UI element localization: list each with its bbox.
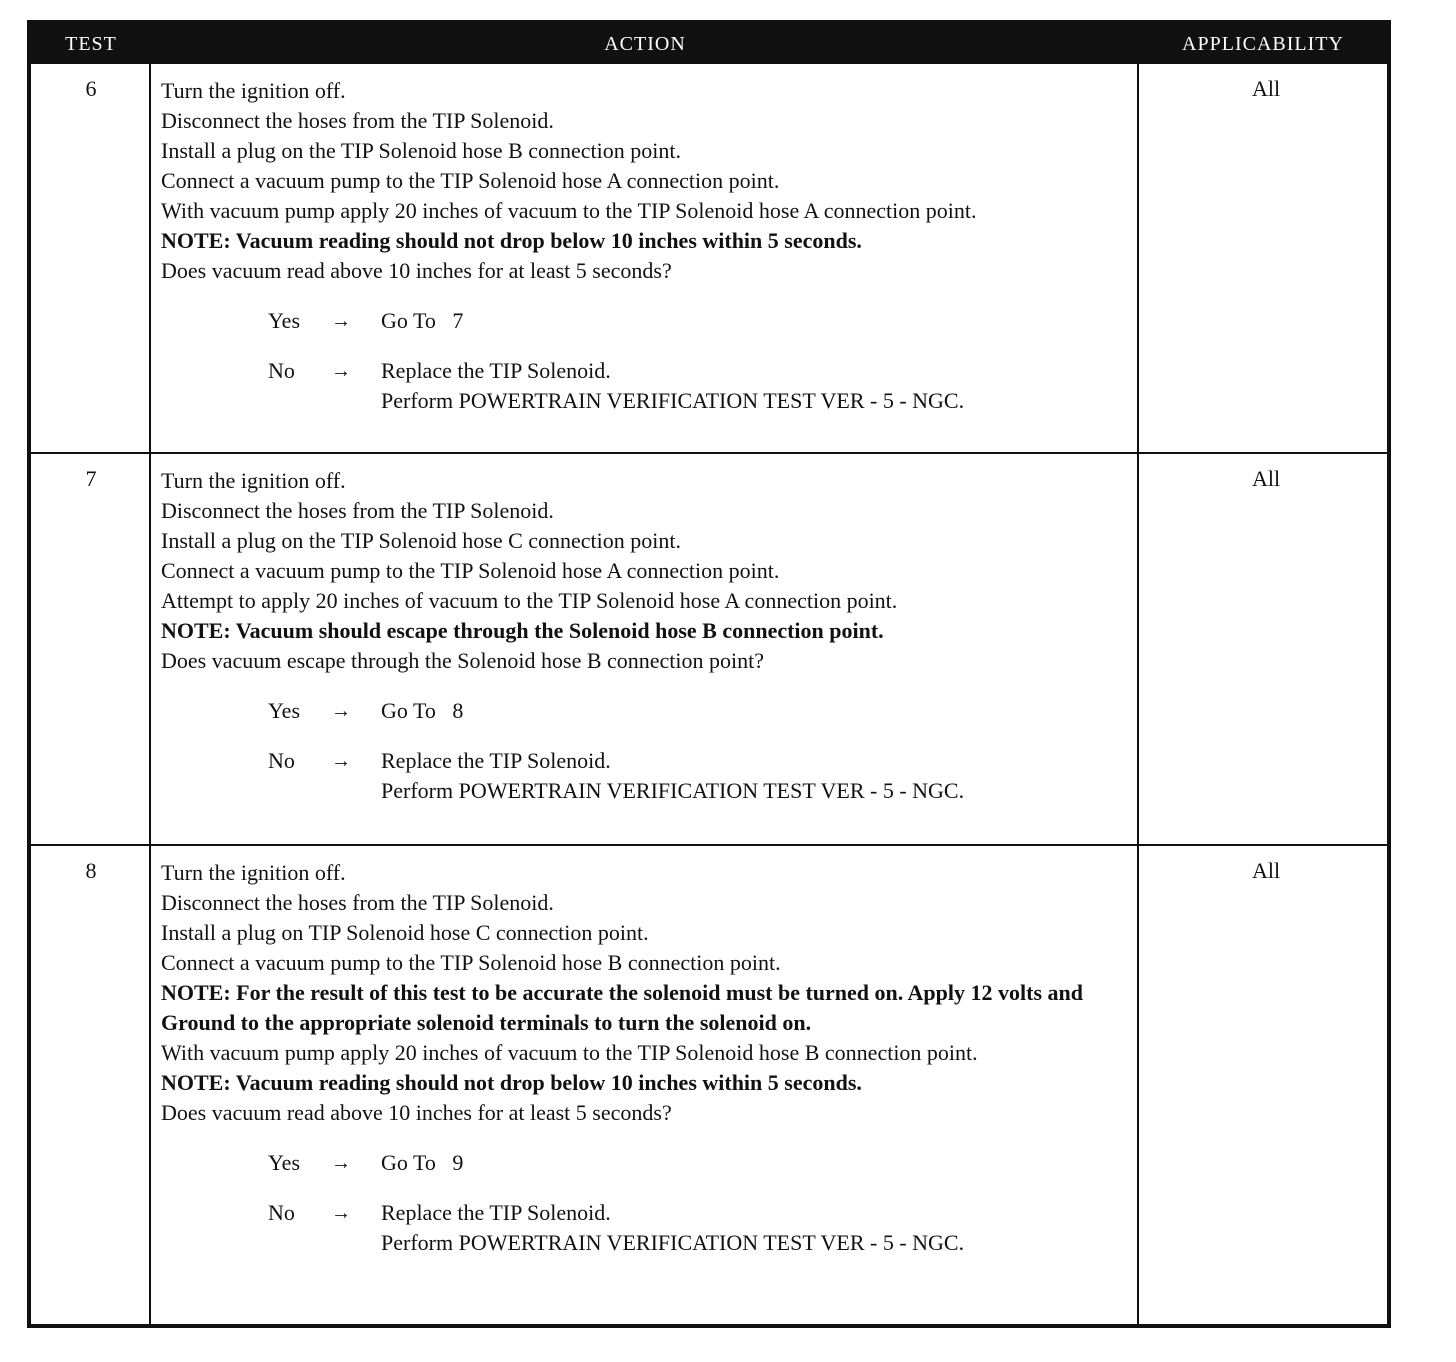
no-action-line: Perform POWERTRAIN VERIFICATION TEST VER - 5 - NGC. bbox=[381, 1230, 965, 1255]
action-step: Connect a vacuum pump to the TIP Solenoid hose B connection point. bbox=[161, 950, 781, 975]
goto-text: Go To 7 bbox=[381, 308, 464, 333]
action-step: Turn the ignition off. bbox=[161, 860, 346, 885]
table-row bbox=[31, 64, 1387, 452]
no-branch bbox=[161, 1198, 1137, 1258]
no-action bbox=[381, 1198, 964, 1258]
arrow-icon: → bbox=[331, 310, 351, 332]
yes-label: Yes bbox=[268, 698, 301, 723]
no-action bbox=[381, 746, 964, 806]
no-label: No bbox=[268, 1200, 295, 1225]
no-label: No bbox=[268, 748, 295, 773]
yes-branch bbox=[161, 696, 1137, 726]
header-test: TEST bbox=[65, 32, 117, 55]
question-text: Does vacuum read above 10 inches for at least 5 seconds? bbox=[161, 1100, 672, 1125]
action-step: Install a plug on the TIP Solenoid hose C connection point. bbox=[161, 528, 681, 553]
arrow-icon: → bbox=[331, 1152, 351, 1174]
note-text: NOTE: For the result of this test to be accurate the solenoid must be turned on. Apply 12 volts and Ground to the appropriate solenoid terminals to turn the solenoid on. bbox=[161, 980, 1083, 1035]
action-step: Turn the ignition off. bbox=[161, 468, 346, 493]
no-label: No bbox=[268, 358, 295, 383]
no-action-line: Replace the TIP Solenoid. bbox=[381, 358, 611, 383]
diagnostic-table bbox=[27, 20, 1391, 1328]
test-number: 7 bbox=[85, 466, 97, 491]
action-cell bbox=[161, 76, 1137, 416]
action-step: Attempt to apply 20 inches of vacuum to the TIP Solenoid hose A connection point. bbox=[161, 588, 898, 613]
applicability-value: All bbox=[1251, 76, 1281, 101]
action-step: Disconnect the hoses from the TIP Solenoid. bbox=[161, 108, 554, 133]
yes-branch bbox=[161, 306, 1137, 336]
arrow-icon: → bbox=[331, 1202, 351, 1224]
applicability-value: All bbox=[1251, 858, 1281, 883]
goto-text: Go To 9 bbox=[381, 1150, 464, 1175]
header-action: ACTION bbox=[604, 32, 686, 55]
table-header bbox=[31, 24, 1387, 64]
note-text: NOTE: Vacuum reading should not drop below 10 inches within 5 seconds. bbox=[161, 1070, 862, 1095]
action-step: Install a plug on the TIP Solenoid hose B connection point. bbox=[161, 138, 681, 163]
arrow-icon: → bbox=[331, 750, 351, 772]
no-branch bbox=[161, 356, 1137, 416]
action-step: Connect a vacuum pump to the TIP Solenoid hose A connection point. bbox=[161, 558, 780, 583]
arrow-icon: → bbox=[331, 700, 351, 722]
no-action-line: Replace the TIP Solenoid. bbox=[381, 748, 611, 773]
action-step: With vacuum pump apply 20 inches of vacuum to the TIP Solenoid hose A connection point. bbox=[161, 198, 977, 223]
table-row bbox=[31, 454, 1387, 844]
no-action-line: Replace the TIP Solenoid. bbox=[381, 1200, 611, 1225]
yes-label: Yes bbox=[268, 1150, 301, 1175]
action-step: Connect a vacuum pump to the TIP Solenoid hose A connection point. bbox=[161, 168, 780, 193]
question-text: Does vacuum escape through the Solenoid hose B connection point? bbox=[161, 648, 765, 673]
action-cell bbox=[161, 858, 1137, 1258]
note-text: NOTE: Vacuum reading should not drop below 10 inches within 5 seconds. bbox=[161, 228, 862, 253]
goto-text: Go To 8 bbox=[381, 698, 464, 723]
no-action bbox=[381, 356, 964, 416]
header-applicability: APPLICABILITY bbox=[1182, 32, 1344, 55]
action-step: Disconnect the hoses from the TIP Solenoid. bbox=[161, 498, 554, 523]
table-row bbox=[31, 846, 1387, 1326]
applicability-value: All bbox=[1251, 466, 1281, 491]
arrow-icon: → bbox=[331, 360, 351, 382]
test-number: 8 bbox=[85, 858, 97, 883]
test-number: 6 bbox=[85, 76, 97, 101]
action-step: With vacuum pump apply 20 inches of vacuum to the TIP Solenoid hose B connection point. bbox=[161, 1040, 978, 1065]
no-action-line: Perform POWERTRAIN VERIFICATION TEST VER - 5 - NGC. bbox=[381, 388, 965, 413]
note-text: NOTE: Vacuum should escape through the Solenoid hose B connection point. bbox=[161, 618, 884, 643]
action-cell bbox=[161, 466, 1137, 806]
action-step: Disconnect the hoses from the TIP Solenoid. bbox=[161, 890, 554, 915]
no-action-line: Perform POWERTRAIN VERIFICATION TEST VER - 5 - NGC. bbox=[381, 778, 965, 803]
no-branch bbox=[161, 746, 1137, 806]
yes-branch bbox=[161, 1148, 1137, 1178]
question-text: Does vacuum read above 10 inches for at least 5 seconds? bbox=[161, 258, 672, 283]
action-step: Turn the ignition off. bbox=[161, 78, 346, 103]
action-step: Install a plug on TIP Solenoid hose C connection point. bbox=[161, 920, 649, 945]
yes-label: Yes bbox=[268, 308, 301, 333]
